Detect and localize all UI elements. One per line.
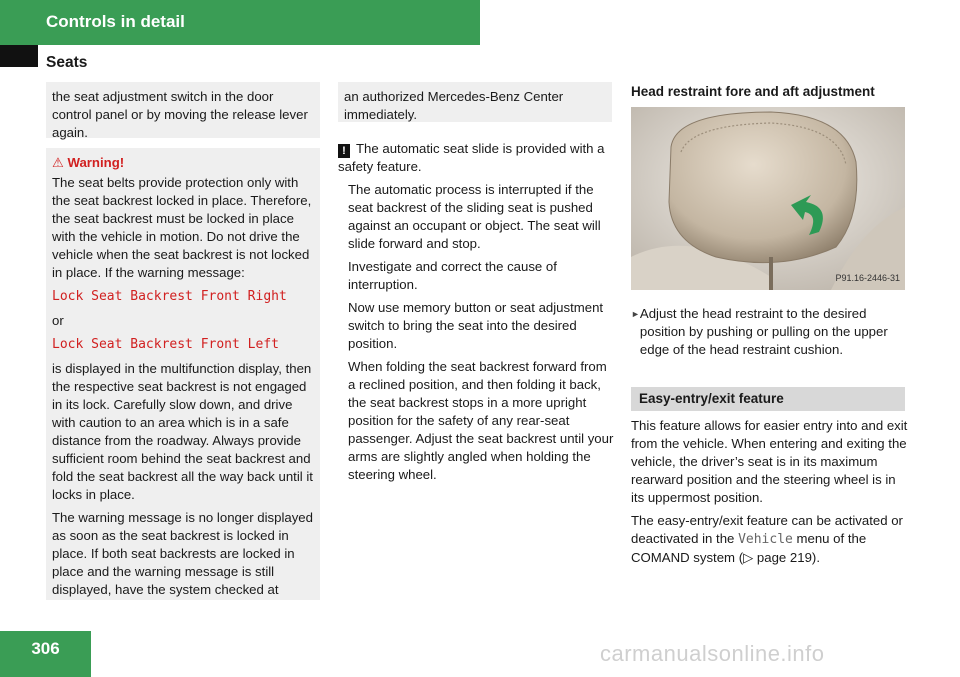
easy-entry-text (631, 417, 911, 572)
page-number-box (0, 631, 91, 677)
page-reference[interactable]: page 219 (756, 550, 812, 565)
continued-text-box (338, 82, 612, 122)
display-message-left: Lock Seat Backrest Front Left (52, 337, 279, 352)
section-marker (0, 45, 38, 67)
easy-entry-text-b: menu of the COMAND system ( (631, 531, 867, 565)
watermark: carmanualsonline.info (600, 641, 825, 666)
warning-title: Warning! (67, 155, 125, 170)
continued-text: an authorized Mercedes-Benz Center immediately. (344, 89, 564, 122)
section-band (631, 387, 905, 411)
section-band-title: Easy-entry/exit feature (639, 391, 784, 406)
warning-paragraph: The warning message is no longer displayed as soon as the seat backrest is locked in place. If both seat backrests are locked in place and the warning message is still displayed, have the system checked at (52, 510, 313, 597)
subheading: Head restraint fore and aft adjustment (631, 84, 875, 99)
notice-text: Now use memory button or seat adjustment switch to bring the seat into the desired position. (348, 300, 604, 351)
display-message-right: Lock Seat Backrest Front Right (52, 289, 287, 304)
warning-icon: ⚠︎ (52, 155, 64, 170)
chapter-title: Controls in detail (46, 12, 185, 31)
or-text: or (52, 313, 64, 328)
continued-text: the seat adjustment switch in the door control panel or by moving the release lever again. (52, 89, 308, 140)
section-title: Seats (46, 54, 88, 71)
head-restraint-illustration (631, 107, 905, 290)
notice-text: Investigate and correct the cause of interruption. (348, 259, 557, 292)
easy-entry-text-a: The easy-entry/exit feature can be activated or deactivated in the (631, 513, 903, 546)
photo-code: P91.16-2446-31 (835, 273, 900, 283)
easy-entry-text-c: ). (811, 550, 820, 565)
notice-block (338, 140, 614, 489)
warning-paragraph: The seat belts provide protection only with the seat backrest locked in place. Therefore, the seat backrest must be locked in place with the vehicle in motion. Do not drive the vehicle when the seat backrest is not locked in place. If the warning message: (52, 175, 312, 280)
notice-icon: ! (338, 144, 350, 158)
notice-text: When folding the seat backrest forward from a reclined position, and then folding it back, the seat backrest stops in a more upright position for the safety of any rear-seat passenger. Adjust the seat backrest until your arms are slightly angled when holding the steering wheel. (348, 359, 614, 482)
chapter-header (0, 0, 480, 45)
continued-text-box (46, 82, 320, 138)
head-restraint-photo (631, 107, 905, 290)
warning-paragraph: is displayed in the multifunction display, then the respective seat backrest is not engaged in its lock. Carefully slow down, and drive with caution to an area which is in a safe distance from the roadway. Always provide sufficient room behind the seat backrest and fold the seat backrest all the way back until it locks in place. (52, 361, 313, 502)
instruction-text: Adjust the head restraint to the desired position by pushing or pulling on the upper edge of the head restraint cushion. (639, 306, 888, 357)
notice-text: The automatic process is interrupted if the seat backrest of the sliding seat is pushed against an occupant or object. The seat will slide forward and stop. (348, 182, 601, 251)
page-number: 306 (31, 639, 60, 658)
easy-entry-paragraph: This feature allows for easier entry into and exit from the vehicle. When entering and exiting the vehicle, the driver’s seat is in its maximum rearward position and the steering wheel is in its uppermost position. (631, 418, 908, 505)
notice-text: The automatic seat slide is provided with a safety feature. (338, 141, 605, 174)
bullet-arrow-icon: ► (631, 309, 640, 319)
warning-box (46, 148, 320, 600)
vehicle-menu-name: Vehicle (738, 532, 793, 547)
page-ref-arrow-icon: ▷ (743, 550, 757, 565)
instruction-bullet (631, 305, 909, 359)
